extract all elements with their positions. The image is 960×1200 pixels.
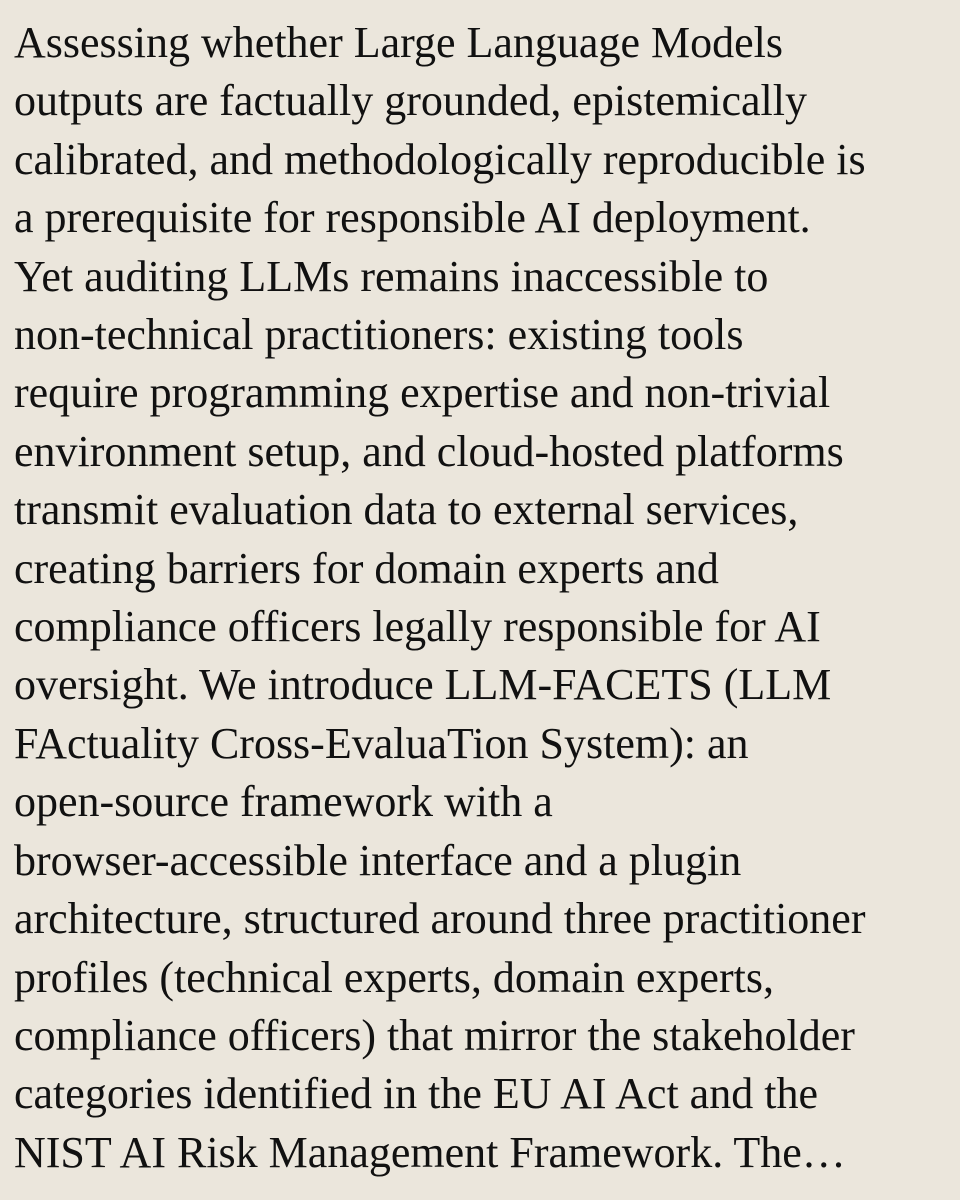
abstract-line: categories identified in the EU AI Act and the [14, 1069, 818, 1119]
abstract-line: architecture, structured around three practitioner [14, 894, 866, 944]
abstract-line: Assessing whether Large Language Models [14, 18, 783, 67]
abstract-line: Yet auditing LLMs remains inaccessible to [14, 251, 769, 301]
abstract-line: a prerequisite for responsible AI deployment. [14, 193, 811, 243]
abstract-line: oversight. We introduce LLM-FACETS (LLM [14, 660, 832, 710]
abstract-line: outputs are factually grounded, epistemically [14, 76, 807, 126]
abstract-line: non-technical practitioners: existing tools [14, 310, 744, 360]
abstract-text-block [14, 14, 954, 1182]
abstract-line: compliance officers) that mirror the stakeholder [14, 1010, 855, 1060]
abstract-line: transmit evaluation data to external services, [14, 485, 799, 535]
abstract-line: open-source framework with a [14, 777, 553, 827]
abstract-line: FActuality Cross-EvaluaTion System): an [14, 718, 749, 768]
abstract-line: creating barriers for domain experts and [14, 543, 719, 593]
abstract-line: browser-accessible interface and a plugin [14, 835, 742, 885]
abstract-line: compliance officers legally responsible for AI [14, 602, 821, 652]
abstract-line: calibrated, and methodologically reproducible is [14, 134, 866, 184]
abstract-line: require programming expertise and non-trivial [14, 368, 831, 418]
abstract-line: NIST AI Risk Management Framework. The… [14, 1127, 846, 1177]
abstract-line: profiles (technical experts, domain experts, [14, 952, 774, 1002]
abstract-line: environment setup, and cloud-hosted platforms [14, 426, 844, 476]
